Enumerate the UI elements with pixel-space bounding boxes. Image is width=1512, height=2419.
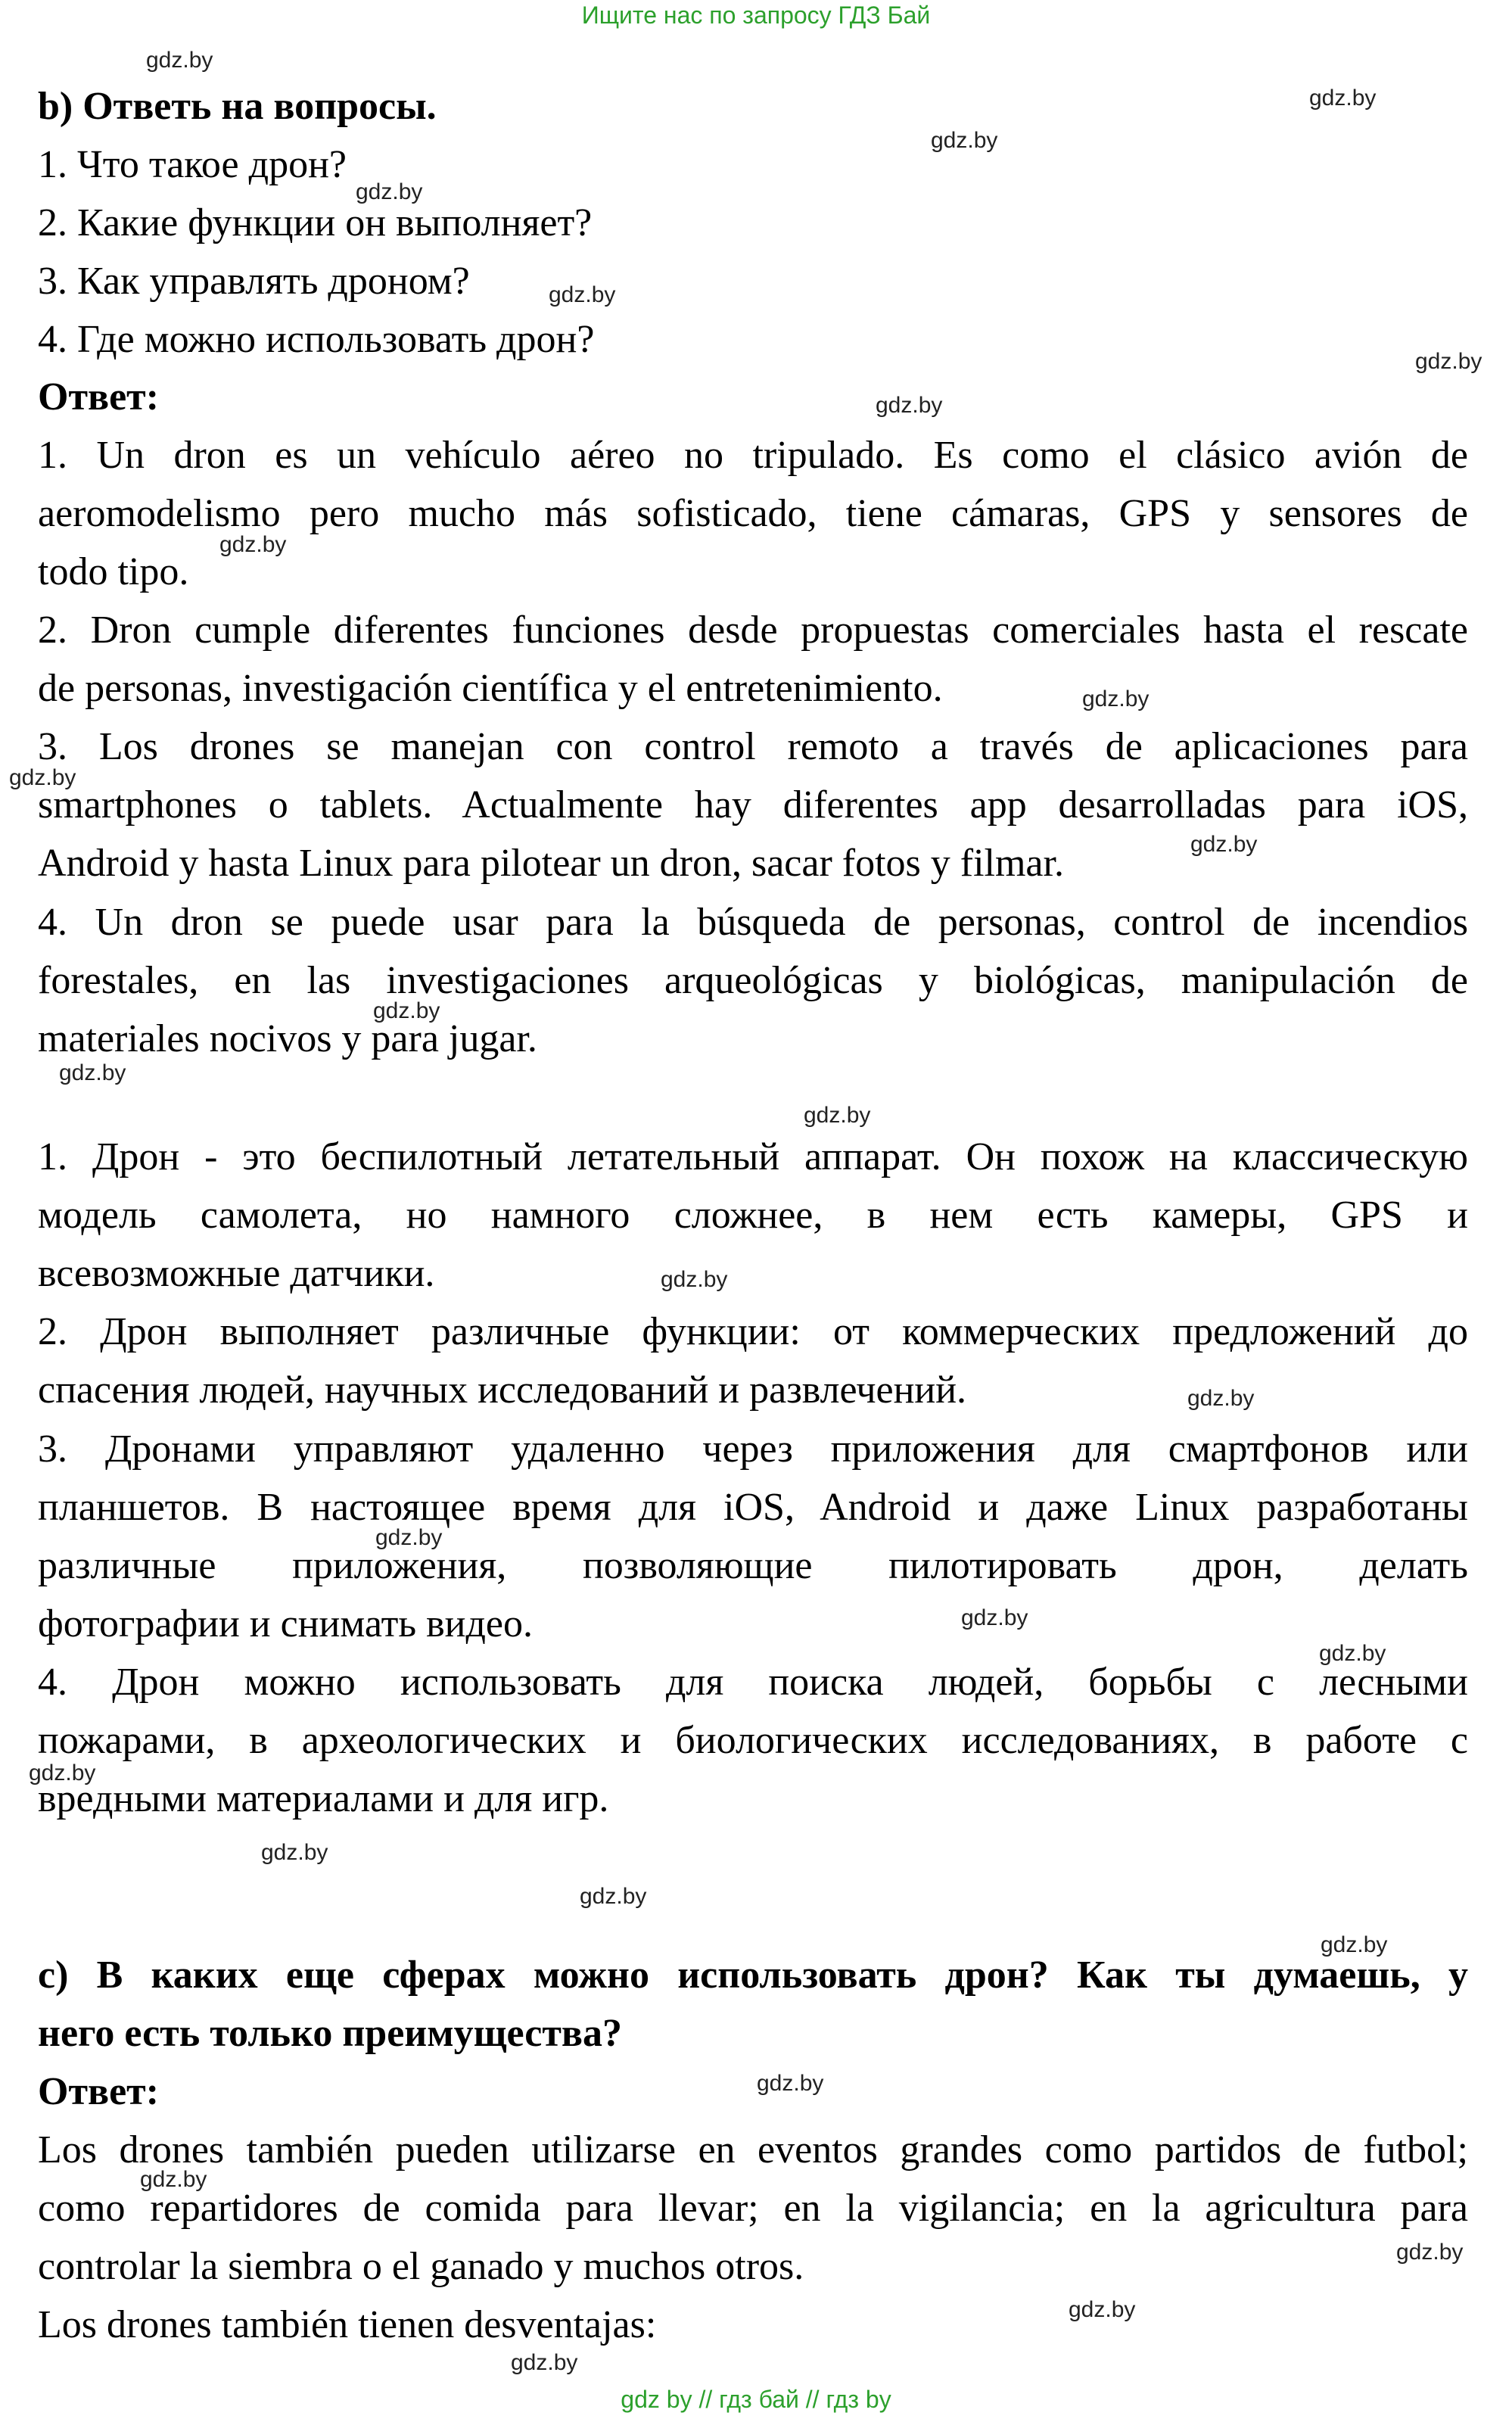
spanish-answer-line: 3. Los drones se manejan con control remoto a través de aplicaciones para [38,725,1468,768]
spanish-answer-line: Android y hasta Linux para pilotear un dron, sacar fotos y filmar. [38,842,1064,885]
answer-label: Ответ: [38,375,160,419]
russian-answer-line: 4. Дрон можно использовать для поиска людей, борьбы с лесными [38,1661,1468,1704]
watermark: gdz.by [140,2167,207,2192]
section-c-answer-line: controlar la siembra o el ganado y muchos otros. [38,2245,804,2288]
watermark: gdz.by [549,282,616,307]
watermark: gdz.by [961,1605,1028,1630]
question-line: 3. Как управлять дроном? [38,260,470,303]
watermark: gdz.by [1415,349,1482,374]
section-b-heading: b) Ответь на вопросы. [38,85,437,128]
watermark: gdz.by [1069,2297,1136,2322]
watermark: gdz.by [29,1761,96,1785]
question-line: 2. Какие функции он выполняет? [38,201,593,244]
watermark: gdz.by [375,1525,443,1550]
watermark: gdz.by [876,393,943,418]
russian-answer-line: всевозможные датчики. [38,1252,435,1295]
spanish-answer-line: smartphones o tablets. Actualmente hay diferentes app desarrolladas para iOS, [38,783,1468,827]
watermark: gdz.by [1190,832,1258,857]
watermark: gdz.by [1396,2240,1464,2265]
watermark: gdz.by [261,1840,328,1865]
spanish-answer-line: 1. Un dron es un vehículo aéreo no tripulado. Es como el clásico avión de [38,434,1468,477]
watermark: gdz.by [661,1267,728,1292]
question-line: 1. Что такое дрон? [38,143,347,186]
spanish-answer-line: de personas, investigación científica y el entretenimiento. [38,667,943,710]
russian-answer-line: пожарами, в археологических и биологических исследованиях, в работе с [38,1719,1468,1762]
watermark: gdz.by [373,998,440,1023]
watermark: gdz.by [9,765,76,790]
watermark: gdz.by [1082,686,1150,711]
watermark: gdz.by [1319,1641,1386,1666]
watermark: gdz.by [1309,86,1377,111]
watermark: gdz.by [580,1884,647,1909]
spanish-answer-line: aeromodelismo pero mucho más sofisticado, tiene cámaras, GPS y sensores de [38,492,1468,535]
russian-answer-line: 2. Дрон выполняет различные функции: от коммерческих предложений до [38,1310,1468,1353]
watermark: gdz.by [1187,1386,1255,1411]
watermark: gdz.by [219,532,287,557]
russian-answer-line: планшетов. В настоящее время для iOS, Android и даже Linux разработаны [38,1486,1468,1529]
spanish-answer-line: materiales nocivos y para jugar. [38,1017,537,1060]
russian-answer-line: фотографии и снимать видео. [38,1602,534,1645]
russian-answer-line: 3. Дронами управляют удаленно через приложения для смартфонов или [38,1427,1468,1471]
top-banner[interactable]: Ищите нас по запросу ГДЗ Бай [581,2,931,29]
russian-answer-line: 1. Дрон - это беспилотный летательный аппарат. Он похож на классическую [38,1135,1468,1178]
russian-answer-line: спасения людей, научных исследований и развлечений. [38,1368,967,1412]
section-c-heading: него есть только преимущества? [38,2012,622,2055]
section-c-answer-line: como repartidores de comida para llevar; en la vigilancia; en la agricultura para [38,2187,1468,2230]
watermark: gdz.by [511,2350,578,2375]
question-line: 4. Где можно использовать дрон? [38,318,595,361]
russian-answer-line: вредными материалами и для игр. [38,1777,609,1820]
watermark: gdz.by [931,128,998,153]
watermark: gdz.by [804,1103,871,1128]
russian-answer-line: модель самолета, но намного сложнее, в нем есть камеры, GPS и [38,1194,1468,1237]
section-c-answer-line: Los drones también pueden utilizarse en eventos grandes como partidos de futbol; [38,2128,1468,2171]
russian-answer-line: различные приложения, позволяющие пилотировать дрон, делать [38,1544,1468,1587]
footer-links[interactable]: gdz by // гдз бай // гдз by [621,2386,891,2413]
answer-label: Ответ: [38,2070,160,2113]
spanish-answer-line: 4. Un dron se puede usar para la búsqueda de personas, control de incendios [38,901,1468,944]
section-c-answer-line: Los drones también tienen desventajas: [38,2303,657,2346]
section-c-heading: c) В каких еще сферах можно использовать дрон? Как ты думаешь, у [38,1954,1468,1997]
watermark: gdz.by [356,179,423,204]
watermark: gdz.by [59,1060,126,1085]
spanish-answer-line: 2. Dron cumple diferentes funciones desde propuestas comerciales hasta el rescate [38,609,1468,652]
spanish-answer-line: todo tipo. [38,550,189,593]
watermark: gdz.by [146,48,213,73]
watermark: gdz.by [1321,1932,1388,1957]
spanish-answer-line: forestales, en las investigaciones arqueológicas y biológicas, manipulación de [38,959,1468,1002]
watermark: gdz.by [757,2071,824,2096]
